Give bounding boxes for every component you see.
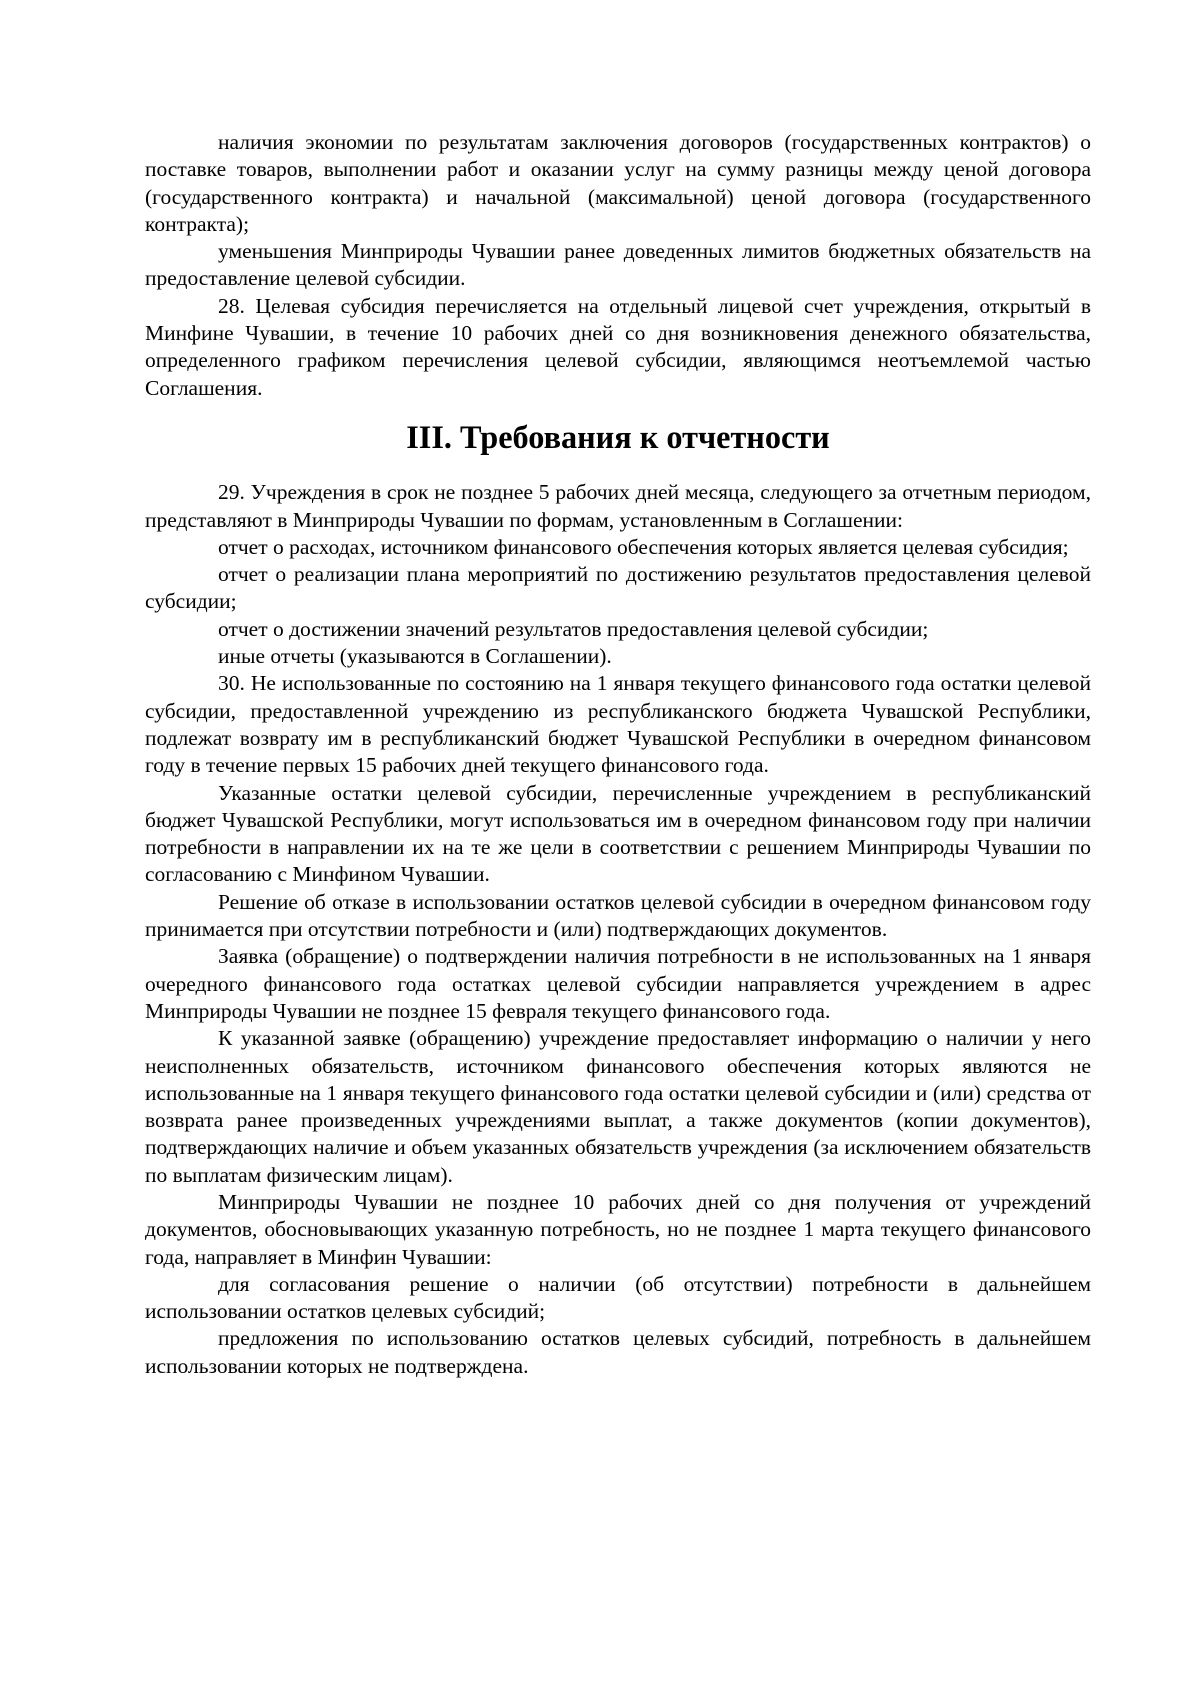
paragraph-economy-savings: наличия экономии по результатам заключения договоров (государственных контрактов) о поставке товаров, выполнении работ и оказании услуг на сумму разницы между ценой договора (государственного контракта) и начальной (максимальной) ценой договора (государственного контракта); — [145, 130, 1091, 236]
paragraph-28-subsidy-transfer: 28. Целевая субсидия перечисляется на отдельный лицевой счет учреждения, открытый в Минфине Чувашии, в течение 10 рабочих дней со дня возникновения денежного обязательства, определенного графиком перечисления целевой субсидии, являющимся неотъемлемой частью Соглашения. — [145, 293, 1091, 400]
paragraph-report-plan: отчет о реализации плана мероприятий по достижению результатов предоставления целевой субсидии; — [145, 562, 1091, 614]
paragraph-report-expenses: отчет о расходах, источником финансового обеспечения которых является целевая субсидия; — [218, 534, 1069, 559]
paragraph-limits-reduction: уменьшения Минприроды Чувашии ранее доведенных лимитов бюджетных обязательств на предоставление целевой субсидии. — [145, 239, 1091, 291]
section-heading: III. Требования к отчетности — [406, 418, 830, 455]
paragraph-report-other: иные отчеты (указываются в Соглашении). — [218, 644, 612, 669]
paragraph-ministry-submission: Минприроды Чувашии не позднее 10 рабочих дней со дня получения от учреждений документов, обосновывающих указанную потребность, но не позднее 1 марта текущего финансового года, направляет в Минфин Чувашии: — [145, 1189, 1091, 1269]
paragraph-29-reporting: 29. Учреждения в срок не позднее 5 рабочих дней месяца, следующего за отчетным периодом, представляют в Минприроды Чувашии по формам, установленным в Соглашении: — [145, 480, 1091, 532]
paragraph-balances-usage: Указанные остатки целевой субсидии, перечисленные учреждением в республиканский бюджет Чувашской Республики, могут использоваться им в очередном финансовом году при наличии потребности в направлении их на те же цели в соответствии с решением Минприроды Чувашии по согласованию с Минфином Чувашии. — [145, 780, 1091, 887]
paragraph-approval-decision: для согласования решение о наличии (об отсутствии) потребности в дальнейшем использовании остатков целевых субсидий; — [145, 1271, 1091, 1324]
paragraph-proposals: предложения по использованию остатков целевых субсидий, потребность в дальнейшем использовании которых не подтверждена. — [145, 1326, 1091, 1378]
paragraph-30-unused-balances: 30. Не использованные по состоянию на 1 января текущего финансового года остатки целевой субсидии, предоставленной учреждению из республиканского бюджета Чувашской Республики, подлежат возврату им в республиканский бюджет Чувашской Республики в очередном финансовом году в течение первых 15 рабочих дней текущего финансового года. — [145, 671, 1091, 778]
paragraph-report-results: отчет о достижении значений результатов предоставления целевой субсидии; — [218, 616, 929, 641]
document-body — [145, 129, 1091, 1380]
paragraph-application-info: К указанной заявке (обращению) учреждение предоставляет информацию о наличии у него неисполненных обязательств, источником финансового обеспечения которых являются не использованные на 1 января текущего финансового года остатки целевой субсидии и (или) средства от возврата ранее произведенных учреждениями выплат, а также документов (копии документов), подтверждающих наличие и объем указанных обязательств учреждения (за исключением обязательств по выплатам физическим лицам). — [145, 1026, 1091, 1187]
paragraph-refusal-decision: Решение об отказе в использовании остатков целевой субсидии в очередном финансовом году принимается при отсутствии потребности и (или) подтверждающих документов. — [145, 889, 1091, 942]
paragraph-application: Заявка (обращение) о подтверждении наличия потребности в не использованных на 1 января очередного финансового года остатках целевой субсидии направляется учреждением в адрес Минприроды Чувашии не позднее 15 февраля текущего финансового года. — [145, 944, 1091, 1023]
